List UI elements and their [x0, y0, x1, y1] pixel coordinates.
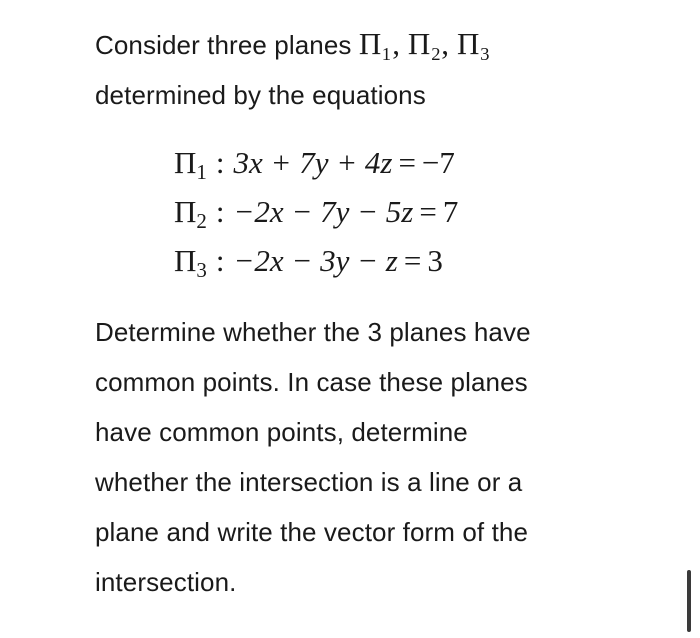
- question-line: intersection.: [95, 567, 237, 597]
- equation-plane-1: Π1 : 3x + 7y + 4z = −7: [174, 145, 455, 184]
- question-line: Determine whether the 3 planes have: [95, 317, 531, 347]
- plane-subscript: 1: [196, 160, 207, 184]
- intro-line-2: determined by the equations: [95, 80, 426, 110]
- question-paragraph: [95, 307, 635, 607]
- question-line: plane and write the vector form of the: [95, 517, 529, 547]
- equation-rhs: −7: [421, 145, 455, 180]
- equation-plane-3: Π3 : −2x − 3y − z = 3: [174, 243, 443, 282]
- plane-subscript: 2: [196, 209, 207, 233]
- equation-lhs: 3x + 7y + 4z: [233, 145, 393, 180]
- intro-paragraph: [95, 19, 655, 120]
- plane-subscript: 3: [196, 258, 207, 282]
- equation-plane-2: Π2 : −2x − 7y − 5z = 7: [174, 194, 459, 233]
- equation-rhs: 7: [442, 194, 459, 229]
- plane-symbol: Π: [174, 145, 197, 180]
- plane-symbol: Π: [174, 194, 197, 229]
- scrollbar-thumb[interactable]: [687, 570, 691, 632]
- equation-lhs: −2x − 7y − 5z: [233, 194, 414, 229]
- equation-rhs: 3: [427, 243, 443, 278]
- intro-text: Consider three planes: [95, 30, 359, 60]
- equation-lhs: −2x − 3y − z: [233, 243, 398, 278]
- question-line: common points. In case these planes: [95, 367, 528, 397]
- plane-symbol: Π: [174, 243, 197, 278]
- question-line: have common points, determine: [95, 417, 468, 447]
- planes-label: Π₁, Π₂, Π₃: [358, 26, 491, 61]
- question-line: whether the intersection is a line or a: [95, 467, 523, 497]
- intro-line-1: [95, 19, 655, 70]
- equation-system: [174, 140, 458, 287]
